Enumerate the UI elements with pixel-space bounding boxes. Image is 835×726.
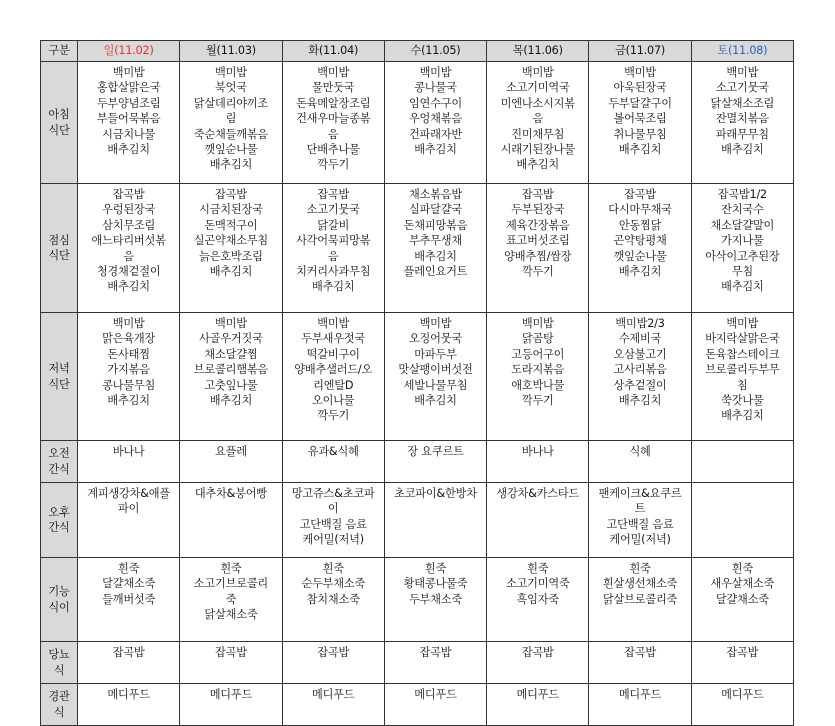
menu-item: 애느타리버섯볶 bbox=[91, 234, 166, 248]
row-label-text: 당뇨 bbox=[48, 648, 70, 662]
header-corner: 구분 bbox=[41, 41, 78, 62]
menu-item: 떡갈비구이 bbox=[306, 347, 360, 361]
menu-item: 순두부채소죽 bbox=[301, 577, 366, 591]
menu-item: 잡곡밥 bbox=[624, 188, 656, 201]
menu-item: 흰살생선채소죽 bbox=[602, 577, 678, 591]
menu-item: 채소볶음밥 bbox=[408, 188, 462, 201]
menu-item: 이 bbox=[327, 502, 339, 516]
menu-item: 흰죽 bbox=[424, 562, 447, 575]
row-label-text: 저녁 bbox=[48, 362, 70, 376]
menu-item: 돈맥적구이 bbox=[204, 218, 258, 232]
menu-item: 두부새우젓국 bbox=[301, 332, 366, 346]
menu-item: 깍두기 bbox=[317, 409, 350, 423]
menu-item: 생강차&카스타드 bbox=[496, 487, 580, 500]
menu-item: 배추김치 bbox=[209, 394, 253, 408]
menu-item: 달걀채소죽 bbox=[102, 577, 156, 591]
menu-item: 시금치된장국 bbox=[199, 203, 263, 217]
menu-item: 무침 bbox=[731, 265, 753, 279]
table-row-breakfast bbox=[41, 62, 794, 184]
menu-item: 배추김치 bbox=[414, 249, 457, 263]
meal-cell-tube-day4 bbox=[487, 684, 589, 726]
menu-item: 콩나물무침 bbox=[102, 378, 156, 392]
menu-item: 플레인요거트 bbox=[403, 265, 468, 279]
menu-item: 맛살팽이버섯전 bbox=[398, 363, 473, 377]
meal-cell-amsnack-day2 bbox=[282, 441, 384, 483]
menu-item: 초코파이&한방차 bbox=[394, 487, 477, 500]
menu-item: 달걀채소죽 bbox=[715, 592, 769, 606]
meal-cell-diab-day6 bbox=[691, 642, 793, 684]
row-label-text: 점심 bbox=[48, 233, 70, 247]
menu-item: 메디푸드 bbox=[209, 688, 253, 701]
menu-item: 리엔탈D bbox=[313, 378, 354, 392]
menu-item: 음 bbox=[123, 249, 134, 263]
menu-item: 브로콜리햄볶음 bbox=[193, 363, 269, 377]
menu-item: 배추김치 bbox=[618, 265, 662, 279]
menu-item: 곤약탕평채 bbox=[613, 234, 667, 248]
menu-item: 유과&식혜 bbox=[307, 445, 359, 458]
meal-cell-amsnack-day5 bbox=[589, 441, 691, 483]
menu-item: 림 bbox=[225, 112, 237, 126]
menu-item: 죽 bbox=[225, 592, 237, 606]
menu-item: 백미밥 bbox=[521, 66, 554, 79]
row-label-amsnack bbox=[41, 441, 78, 483]
menu-item: 침 bbox=[737, 378, 748, 392]
menu-item: 홍합살맑은국 bbox=[96, 81, 161, 95]
row-label-text: 오전 bbox=[48, 447, 70, 461]
menu-item: 배추김치 bbox=[414, 394, 457, 408]
menu-item: 소고기뭇국 bbox=[306, 203, 360, 217]
meal-cell-amsnack-day0 bbox=[78, 441, 180, 483]
menu-item: 흰죽 bbox=[731, 562, 753, 575]
menu-item: 마파두부 bbox=[414, 347, 457, 361]
menu-item: 잔치국수 bbox=[721, 203, 764, 217]
meal-cell-dinner-day6 bbox=[691, 313, 793, 441]
menu-item: 깻잎순나물 bbox=[204, 143, 258, 157]
menu-item: 황태콩나물죽 bbox=[403, 577, 468, 591]
menu-item: 가지볶음 bbox=[107, 363, 150, 377]
meal-cell-breakfast-day1 bbox=[180, 62, 282, 184]
menu-item: 볼어묵조림 bbox=[613, 112, 667, 126]
menu-item: 청경채겉절이 bbox=[96, 265, 161, 279]
menu-item: 잔멸치볶음 bbox=[715, 112, 769, 126]
row-label-text: 식단 bbox=[48, 123, 70, 137]
menu-item: 잡곡밥 bbox=[726, 646, 759, 659]
menu-item: 망고쥬스&초코파 bbox=[291, 487, 375, 500]
meal-cell-func-day0 bbox=[78, 558, 180, 642]
menu-item: 백미밥 bbox=[112, 66, 145, 79]
menu-item: 잡곡밥 bbox=[521, 188, 554, 201]
menu-item: 고등어구이 bbox=[511, 347, 565, 361]
menu-item: 닭살데리야끼조 bbox=[193, 96, 269, 110]
menu-item: 닭살브로콜리죽 bbox=[602, 592, 678, 606]
menu-item: 잡곡밥 bbox=[215, 646, 247, 659]
menu-item: 잡곡밥1/2 bbox=[717, 188, 767, 201]
menu-item: 케어밀(저녁) bbox=[302, 533, 364, 547]
row-label-text: 간식 bbox=[48, 462, 70, 476]
menu-item: 잡곡밥 bbox=[215, 188, 247, 201]
meal-cell-func-day6 bbox=[691, 558, 793, 642]
menu-item: 브로콜리두부무 bbox=[705, 363, 780, 377]
menu-item: 바나나 bbox=[521, 445, 554, 458]
menu-item: 백미밥 bbox=[317, 317, 350, 330]
menu-item: 식혜 bbox=[629, 445, 651, 458]
menu-item: 트 bbox=[634, 502, 646, 516]
menu-item: 장 요쿠르트 bbox=[407, 445, 464, 458]
meal-cell-breakfast-day3 bbox=[384, 62, 486, 184]
meal-cell-breakfast-day0 bbox=[78, 62, 180, 184]
meal-cell-breakfast-day6 bbox=[691, 62, 793, 184]
menu-item: 파래무무침 bbox=[715, 127, 769, 141]
menu-item: 건파래자반 bbox=[408, 127, 462, 141]
menu-item: 바지락살맑은국 bbox=[705, 332, 780, 346]
menu-item: 잡곡밥 bbox=[317, 646, 350, 659]
meal-cell-lunch-day3 bbox=[384, 184, 486, 313]
menu-item: 닭살채소죽 bbox=[204, 608, 258, 622]
menu-item: 실파달걀국 bbox=[408, 203, 462, 217]
menu-item: 흰죽 bbox=[629, 562, 651, 575]
meal-cell-dinner-day1 bbox=[180, 313, 282, 441]
menu-item: 배추김치 bbox=[209, 265, 253, 279]
day-header-tuesday: 화(11.04) bbox=[282, 41, 384, 62]
menu-item: 배추김치 bbox=[721, 409, 764, 423]
row-label-lunch bbox=[41, 184, 78, 313]
menu-item: 고단백질 음료 bbox=[606, 517, 674, 531]
menu-item: 미엔나소시지볶 bbox=[500, 96, 575, 110]
meal-cell-func-day4 bbox=[487, 558, 589, 642]
menu-item: 북엇국 bbox=[215, 81, 247, 95]
menu-item: 단배추나물 bbox=[306, 143, 360, 157]
menu-item: 백미밥 bbox=[624, 66, 656, 79]
row-label-text: 식단 bbox=[48, 377, 70, 391]
menu-item: 안동찜닭 bbox=[618, 218, 662, 232]
menu-item: 양배추찜/쌈장 bbox=[504, 249, 572, 263]
meal-cell-lunch-day4 bbox=[487, 184, 589, 313]
menu-item: 세발나물무침 bbox=[403, 378, 468, 392]
row-label-dinner bbox=[41, 313, 78, 441]
table-row-tube bbox=[41, 684, 794, 726]
menu-item: 고단백질 음료 bbox=[299, 517, 367, 531]
menu-item: 잡곡밥 bbox=[521, 646, 554, 659]
menu-item: 백미밥 bbox=[419, 66, 452, 79]
row-label-text: 식 bbox=[53, 705, 65, 719]
menu-item: 양배추샐러드/오 bbox=[294, 363, 373, 377]
menu-item: 고춧잎나물 bbox=[204, 378, 258, 392]
meal-cell-breakfast-day4 bbox=[487, 62, 589, 184]
meal-cell-pmsnack-day5 bbox=[589, 483, 691, 558]
table-row-amsnack bbox=[41, 441, 794, 483]
meal-cell-tube-day5 bbox=[589, 684, 691, 726]
menu-item: 백미밥 bbox=[726, 66, 759, 79]
meal-cell-breakfast-day2 bbox=[282, 62, 384, 184]
menu-item: 배추김치 bbox=[721, 143, 764, 157]
meal-cell-pmsnack-day4 bbox=[487, 483, 589, 558]
menu-item: 바나나 bbox=[112, 445, 145, 458]
menu-item: 백미밥 bbox=[726, 317, 759, 330]
meal-cell-diab-day3 bbox=[384, 642, 486, 684]
row-label-breakfast bbox=[41, 62, 78, 184]
menu-item: 깍두기 bbox=[521, 265, 554, 279]
menu-item: 돈채피망볶음 bbox=[403, 218, 468, 232]
menu-item: 배추김치 bbox=[721, 280, 764, 294]
menu-item: 소고기미역국 bbox=[505, 81, 570, 95]
meal-cell-tube-day6 bbox=[691, 684, 793, 726]
menu-item: 백미밥 bbox=[419, 317, 452, 330]
table-row-diab bbox=[41, 642, 794, 684]
menu-item: 배추김치 bbox=[311, 280, 355, 294]
meal-cell-func-day1 bbox=[180, 558, 282, 642]
menu-item: 음 bbox=[327, 249, 339, 263]
menu-item: 닭갈비 bbox=[317, 218, 350, 232]
menu-item: 부들어묵볶음 bbox=[96, 112, 161, 126]
meal-cell-breakfast-day5 bbox=[589, 62, 691, 184]
meal-cell-amsnack-day1 bbox=[180, 441, 282, 483]
menu-item: 잡곡밥 bbox=[112, 188, 145, 201]
menu-item: 고사리볶음 bbox=[613, 363, 667, 377]
menu-item: 백미밥 bbox=[215, 66, 247, 79]
row-label-text: 간식 bbox=[48, 521, 70, 534]
meal-cell-pmsnack-day3 bbox=[384, 483, 486, 558]
meal-cell-lunch-day5 bbox=[589, 184, 691, 313]
meal-cell-tube-day3 bbox=[384, 684, 486, 726]
meal-cell-func-day2 bbox=[282, 558, 384, 642]
meal-cell-dinner-day2 bbox=[282, 313, 384, 441]
menu-item: 물만둣국 bbox=[311, 81, 355, 95]
menu-item: 잡곡밥 bbox=[419, 646, 452, 659]
menu-item: 두부된장국 bbox=[511, 203, 565, 217]
menu-item: 계피생강차&애플 bbox=[87, 487, 171, 500]
menu-item: 케어밀(저녁) bbox=[609, 533, 671, 547]
menu-item: 배추김치 bbox=[107, 143, 150, 157]
menu-item: 메디푸드 bbox=[618, 688, 662, 701]
menu-item: 들깨버섯죽 bbox=[102, 592, 156, 606]
menu-item: 상추겉절이 bbox=[613, 378, 667, 392]
row-label-text: 오후 bbox=[48, 505, 70, 519]
menu-item: 사각어묵피망볶 bbox=[296, 234, 371, 248]
menu-item: 쑥갓나물 bbox=[721, 394, 764, 408]
menu-item: 백미밥 bbox=[215, 317, 247, 330]
menu-item: 늙은호박조림 bbox=[199, 249, 263, 263]
meal-cell-tube-day2 bbox=[282, 684, 384, 726]
menu-item: 우렁된장국 bbox=[102, 203, 156, 217]
meal-cell-lunch-day6 bbox=[691, 184, 793, 313]
menu-item: 아삭이고추된장 bbox=[705, 249, 780, 263]
day-header-wednesday: 수(11.05) bbox=[384, 41, 486, 62]
day-header-sunday: 일(11.02) bbox=[78, 41, 180, 62]
row-label-tube bbox=[41, 684, 78, 726]
menu-item: 우엉채볶음 bbox=[408, 112, 462, 126]
menu-item: 깍두기 bbox=[317, 158, 350, 172]
menu-item: 수제비국 bbox=[618, 332, 662, 346]
menu-item: 건새우마늘종볶 bbox=[296, 112, 371, 126]
meal-cell-lunch-day0 bbox=[78, 184, 180, 313]
table-row-pmsnack bbox=[41, 483, 794, 558]
meal-cell-pmsnack-day6 bbox=[691, 483, 793, 558]
meal-cell-amsnack-day6 bbox=[691, 441, 793, 483]
menu-item: 백미밥 bbox=[317, 66, 350, 79]
menu-item: 깻잎순나물 bbox=[613, 249, 667, 263]
menu-item: 음 bbox=[327, 127, 339, 141]
day-header-friday: 금(11.07) bbox=[589, 41, 691, 62]
menu-item: 아욱된장국 bbox=[613, 81, 667, 95]
menu-item: 애호박나물 bbox=[511, 378, 565, 392]
weekly-meal-table bbox=[40, 40, 794, 726]
menu-item: 치커리사과무침 bbox=[296, 265, 371, 279]
menu-item: 백미밥 bbox=[112, 317, 145, 330]
menu-item: 배추김치 bbox=[107, 394, 150, 408]
menu-item: 흰죽 bbox=[527, 562, 549, 575]
menu-item: 취나물무침 bbox=[613, 127, 667, 141]
meal-cell-func-day5 bbox=[589, 558, 691, 642]
menu-item: 다시마무채국 bbox=[608, 203, 672, 217]
menu-item: 소고기뭇국 bbox=[715, 81, 769, 95]
meal-cell-amsnack-day3 bbox=[384, 441, 486, 483]
menu-item: 팬케이크&요쿠르 bbox=[598, 487, 682, 500]
menu-item: 배추김치 bbox=[414, 143, 457, 157]
meal-cell-func-day3 bbox=[384, 558, 486, 642]
menu-item: 배추김치 bbox=[209, 158, 253, 172]
menu-item: 맑은육개장 bbox=[102, 332, 156, 346]
menu-item: 채소달걀찜 bbox=[204, 347, 258, 361]
menu-item: 파이 bbox=[118, 502, 140, 516]
meal-cell-tube-day1 bbox=[180, 684, 282, 726]
menu-item: 제육간장볶음 bbox=[505, 218, 570, 232]
menu-item: 잡곡밥 bbox=[112, 646, 145, 659]
menu-item: 소고기미역죽 bbox=[505, 577, 570, 591]
menu-item: 배추김치 bbox=[516, 158, 559, 172]
menu-item: 소고기브로콜리 bbox=[193, 577, 269, 591]
menu-item: 흰죽 bbox=[220, 562, 242, 575]
menu-item: 흰죽 bbox=[118, 562, 140, 575]
day-header-thursday: 목(11.06) bbox=[487, 41, 589, 62]
table-row-lunch bbox=[41, 184, 794, 313]
row-label-text: 식이 bbox=[48, 600, 70, 614]
menu-item: 채소달걀말이 bbox=[710, 218, 775, 232]
menu-item: 메디푸드 bbox=[516, 688, 559, 701]
meal-cell-diab-day2 bbox=[282, 642, 384, 684]
menu-item: 두부달걀구이 bbox=[608, 96, 672, 110]
menu-item: 배추김치 bbox=[618, 143, 662, 157]
menu-item: 새우살채소죽 bbox=[710, 577, 775, 591]
menu-item: 임연수구이 bbox=[408, 96, 462, 110]
menu-item: 닭곰탕 bbox=[521, 332, 554, 346]
menu-item: 백미밥2/3 bbox=[615, 317, 665, 330]
menu-item: 깍두기 bbox=[521, 394, 554, 408]
day-header-saturday: 토(11.08) bbox=[691, 41, 793, 62]
menu-item: 메디푸드 bbox=[721, 688, 764, 701]
menu-item: 흑임자죽 bbox=[516, 592, 559, 606]
menu-item: 요플레 bbox=[215, 445, 247, 458]
meal-cell-lunch-day2 bbox=[282, 184, 384, 313]
menu-item: 참치채소죽 bbox=[306, 592, 360, 606]
menu-item: 잡곡밥 bbox=[317, 188, 350, 201]
meal-cell-diab-day4 bbox=[487, 642, 589, 684]
meal-cell-pmsnack-day2 bbox=[282, 483, 384, 558]
meal-cell-dinner-day4 bbox=[487, 313, 589, 441]
menu-item: 두부양념조림 bbox=[96, 96, 161, 110]
menu-item: 진미채무침 bbox=[511, 127, 565, 141]
menu-item: 오이나물 bbox=[311, 394, 355, 408]
meal-cell-tube-day0 bbox=[78, 684, 180, 726]
meal-cell-diab-day5 bbox=[589, 642, 691, 684]
row-label-text: 기능 bbox=[48, 585, 70, 599]
menu-item: 돈육찹스테이크 bbox=[705, 347, 780, 361]
row-label-text: 식단 bbox=[48, 249, 70, 262]
meal-cell-amsnack-day4 bbox=[487, 441, 589, 483]
menu-item: 음 bbox=[532, 112, 544, 126]
menu-item: 오징어뭇국 bbox=[408, 332, 462, 346]
menu-item: 시래기된장나물 bbox=[500, 143, 575, 157]
menu-item: 실곤약채소무침 bbox=[193, 234, 269, 248]
table-header-row bbox=[41, 41, 794, 62]
menu-item: 메디푸드 bbox=[311, 688, 355, 701]
menu-item: 콩나물국 bbox=[414, 81, 457, 95]
menu-item: 닭살채소조림 bbox=[710, 96, 775, 110]
table-row-func bbox=[41, 558, 794, 642]
menu-item: 표고버섯조림 bbox=[505, 234, 570, 248]
menu-item: 가지나물 bbox=[721, 234, 764, 248]
row-label-text: 식 bbox=[53, 663, 65, 677]
meal-cell-pmsnack-day0 bbox=[78, 483, 180, 558]
table-body bbox=[41, 62, 794, 726]
meal-cell-dinner-day0 bbox=[78, 313, 180, 441]
day-header-monday: 월(11.03) bbox=[180, 41, 282, 62]
menu-item: 메디푸드 bbox=[107, 688, 150, 701]
menu-item: 배추김치 bbox=[107, 280, 150, 294]
menu-item: 도라지볶음 bbox=[511, 363, 565, 377]
row-label-text: 경관 bbox=[48, 690, 70, 704]
meal-cell-dinner-day3 bbox=[384, 313, 486, 441]
menu-item: 사골우거짓국 bbox=[199, 332, 263, 346]
meal-cell-dinner-day5 bbox=[589, 313, 691, 441]
table-row-dinner bbox=[41, 313, 794, 441]
menu-item: 대추차&붕어빵 bbox=[194, 487, 267, 500]
row-label-func bbox=[41, 558, 78, 642]
meal-cell-lunch-day1 bbox=[180, 184, 282, 313]
menu-item: 잡곡밥 bbox=[624, 646, 656, 659]
menu-item: 배추김치 bbox=[618, 394, 662, 408]
menu-item: 흰죽 bbox=[322, 562, 344, 575]
meal-cell-pmsnack-day1 bbox=[180, 483, 282, 558]
menu-item: 돈육메알장조림 bbox=[296, 96, 371, 110]
menu-item: 두부채소죽 bbox=[408, 592, 462, 606]
meal-cell-diab-day1 bbox=[180, 642, 282, 684]
menu-item: 오삼불고기 bbox=[613, 347, 667, 361]
menu-item: 돈사태찜 bbox=[107, 347, 150, 361]
menu-item: 죽순채들깨볶음 bbox=[193, 127, 269, 141]
menu-item: 시금치나물 bbox=[102, 127, 156, 141]
menu-item: 메디푸드 bbox=[414, 688, 457, 701]
menu-item: 삼치무조림 bbox=[102, 218, 156, 232]
row-label-diab bbox=[41, 642, 78, 684]
menu-item: 부추무생채 bbox=[408, 234, 462, 248]
menu-item: 백미밥 bbox=[521, 317, 554, 330]
row-label-pmsnack bbox=[41, 483, 78, 558]
meal-cell-diab-day0 bbox=[78, 642, 180, 684]
row-label-text: 아침 bbox=[48, 108, 70, 122]
